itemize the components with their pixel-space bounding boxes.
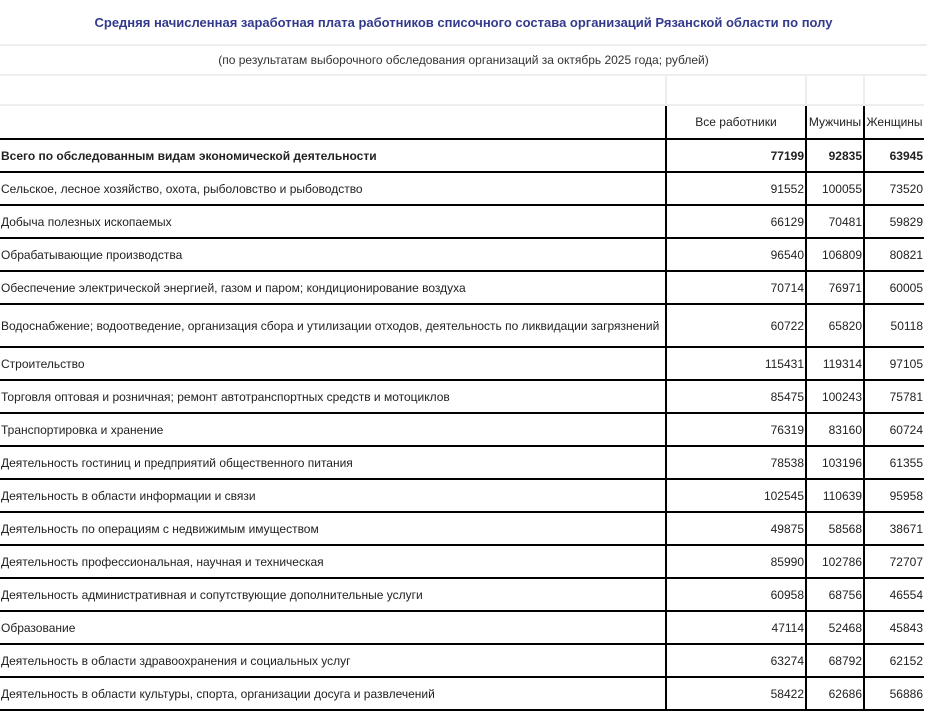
all-workers-cell: 58422 — [666, 677, 806, 710]
row-label-cell: Всего по обследованным видам экономической деятельности — [0, 139, 666, 172]
women-cell: 62152 — [864, 644, 924, 677]
empty-row — [0, 76, 924, 105]
table-row — [0, 238, 924, 271]
row-label-cell: Сельское, лесное хозяйство, охота, рыболовство и рыбоводство — [0, 172, 666, 205]
women-cell: 60724 — [864, 413, 924, 446]
all-workers-cell: 60722 — [666, 304, 806, 347]
men-cell: 62686 — [806, 677, 864, 710]
men-cell: 76971 — [806, 271, 864, 304]
women-cell: 60005 — [864, 271, 924, 304]
men-cell: 65820 — [806, 304, 864, 347]
row-label-cell: Обрабатывающие производства — [0, 238, 666, 271]
all-workers-cell: 47114 — [666, 611, 806, 644]
women-cell: 73520 — [864, 172, 924, 205]
row-label-cell: Деятельность профессиональная, научная и техническая — [0, 545, 666, 578]
men-cell: 70481 — [806, 205, 864, 238]
row-label-cell: Водоснабжение; водоотведение, организация сбора и утилизации отходов, деятельность по ликвидации загрязнений — [0, 304, 666, 347]
men-cell: 100055 — [806, 172, 864, 205]
women-cell: 80821 — [864, 238, 924, 271]
men-cell: 119314 — [806, 347, 864, 380]
men-cell: 52468 — [806, 611, 864, 644]
men-cell: 58568 — [806, 512, 864, 545]
table-row — [0, 271, 924, 304]
header-cell-women: Женщины — [864, 105, 924, 139]
header-cell-all-workers: Все работники — [666, 105, 806, 139]
table-row — [0, 347, 924, 380]
all-workers-cell: 60958 — [666, 578, 806, 611]
all-workers-cell: 70714 — [666, 271, 806, 304]
men-cell: 68756 — [806, 578, 864, 611]
subtitle-row — [0, 46, 927, 76]
all-workers-cell: 96540 — [666, 238, 806, 271]
table-row — [0, 545, 924, 578]
empty-cell — [806, 76, 864, 105]
row-label-cell: Деятельность по операциям с недвижимым имуществом — [0, 512, 666, 545]
men-cell: 106809 — [806, 238, 864, 271]
women-cell: 38671 — [864, 512, 924, 545]
row-label-cell: Добыча полезных ископаемых — [0, 205, 666, 238]
table-row — [0, 446, 924, 479]
all-workers-cell: 76319 — [666, 413, 806, 446]
table-row — [0, 304, 924, 347]
table-row — [0, 644, 924, 677]
row-label-cell: Деятельность административная и сопутствующие дополнительные услуги — [0, 578, 666, 611]
table-row — [0, 512, 924, 545]
table-row — [0, 205, 924, 238]
women-cell: 95958 — [864, 479, 924, 512]
women-cell: 75781 — [864, 380, 924, 413]
all-workers-cell: 85990 — [666, 545, 806, 578]
salary-table — [0, 76, 924, 711]
women-cell: 97105 — [864, 347, 924, 380]
women-cell: 63945 — [864, 139, 924, 172]
women-cell: 56886 — [864, 677, 924, 710]
row-label-cell: Деятельность гостиниц и предприятий общественного питания — [0, 446, 666, 479]
table-row — [0, 611, 924, 644]
empty-cell — [0, 76, 666, 105]
row-label-cell: Обеспечение электрической энергией, газом и паром; кондиционирование воздуха — [0, 271, 666, 304]
all-workers-cell: 77199 — [666, 139, 806, 172]
women-cell: 61355 — [864, 446, 924, 479]
table-row — [0, 479, 924, 512]
table-title: Средняя начисленная заработная плата работников списочного состава организаций Рязанской области по полу — [94, 14, 833, 30]
men-cell: 68792 — [806, 644, 864, 677]
all-workers-cell: 63274 — [666, 644, 806, 677]
header-row — [0, 105, 924, 139]
men-cell: 110639 — [806, 479, 864, 512]
row-label-cell: Деятельность в области здравоохранения и социальных услуг — [0, 644, 666, 677]
title-row — [0, 0, 927, 46]
header-cell-label — [0, 105, 666, 139]
all-workers-cell: 102545 — [666, 479, 806, 512]
table-row — [0, 172, 924, 205]
men-cell: 102786 — [806, 545, 864, 578]
women-cell: 72707 — [864, 545, 924, 578]
empty-cell — [864, 76, 924, 105]
row-label-cell: Деятельность в области информации и связи — [0, 479, 666, 512]
header-cell-men: Мужчины — [806, 105, 864, 139]
all-workers-cell: 78538 — [666, 446, 806, 479]
all-workers-cell: 66129 — [666, 205, 806, 238]
men-cell: 103196 — [806, 446, 864, 479]
all-workers-cell: 85475 — [666, 380, 806, 413]
men-cell: 83160 — [806, 413, 864, 446]
row-label-cell: Строительство — [0, 347, 666, 380]
women-cell: 46554 — [864, 578, 924, 611]
men-cell: 92835 — [806, 139, 864, 172]
empty-cell — [666, 76, 806, 105]
table-row — [0, 677, 924, 710]
row-label-cell: Образование — [0, 611, 666, 644]
row-label-cell: Деятельность в области культуры, спорта, организации досуга и развлечений — [0, 677, 666, 710]
men-cell: 100243 — [806, 380, 864, 413]
table-subtitle: (по результатам выборочного обследования организаций за октябрь 2025 года; рублей) — [218, 53, 709, 67]
table-row — [0, 413, 924, 446]
women-cell: 45843 — [864, 611, 924, 644]
all-workers-cell: 115431 — [666, 347, 806, 380]
row-label-cell: Торговля оптовая и розничная; ремонт автотранспортных средств и мотоциклов — [0, 380, 666, 413]
table-row — [0, 380, 924, 413]
all-workers-cell: 91552 — [666, 172, 806, 205]
all-workers-cell: 49875 — [666, 512, 806, 545]
table-row — [0, 139, 924, 172]
women-cell: 59829 — [864, 205, 924, 238]
table-row — [0, 578, 924, 611]
row-label-cell: Транспортировка и хранение — [0, 413, 666, 446]
women-cell: 50118 — [864, 304, 924, 347]
